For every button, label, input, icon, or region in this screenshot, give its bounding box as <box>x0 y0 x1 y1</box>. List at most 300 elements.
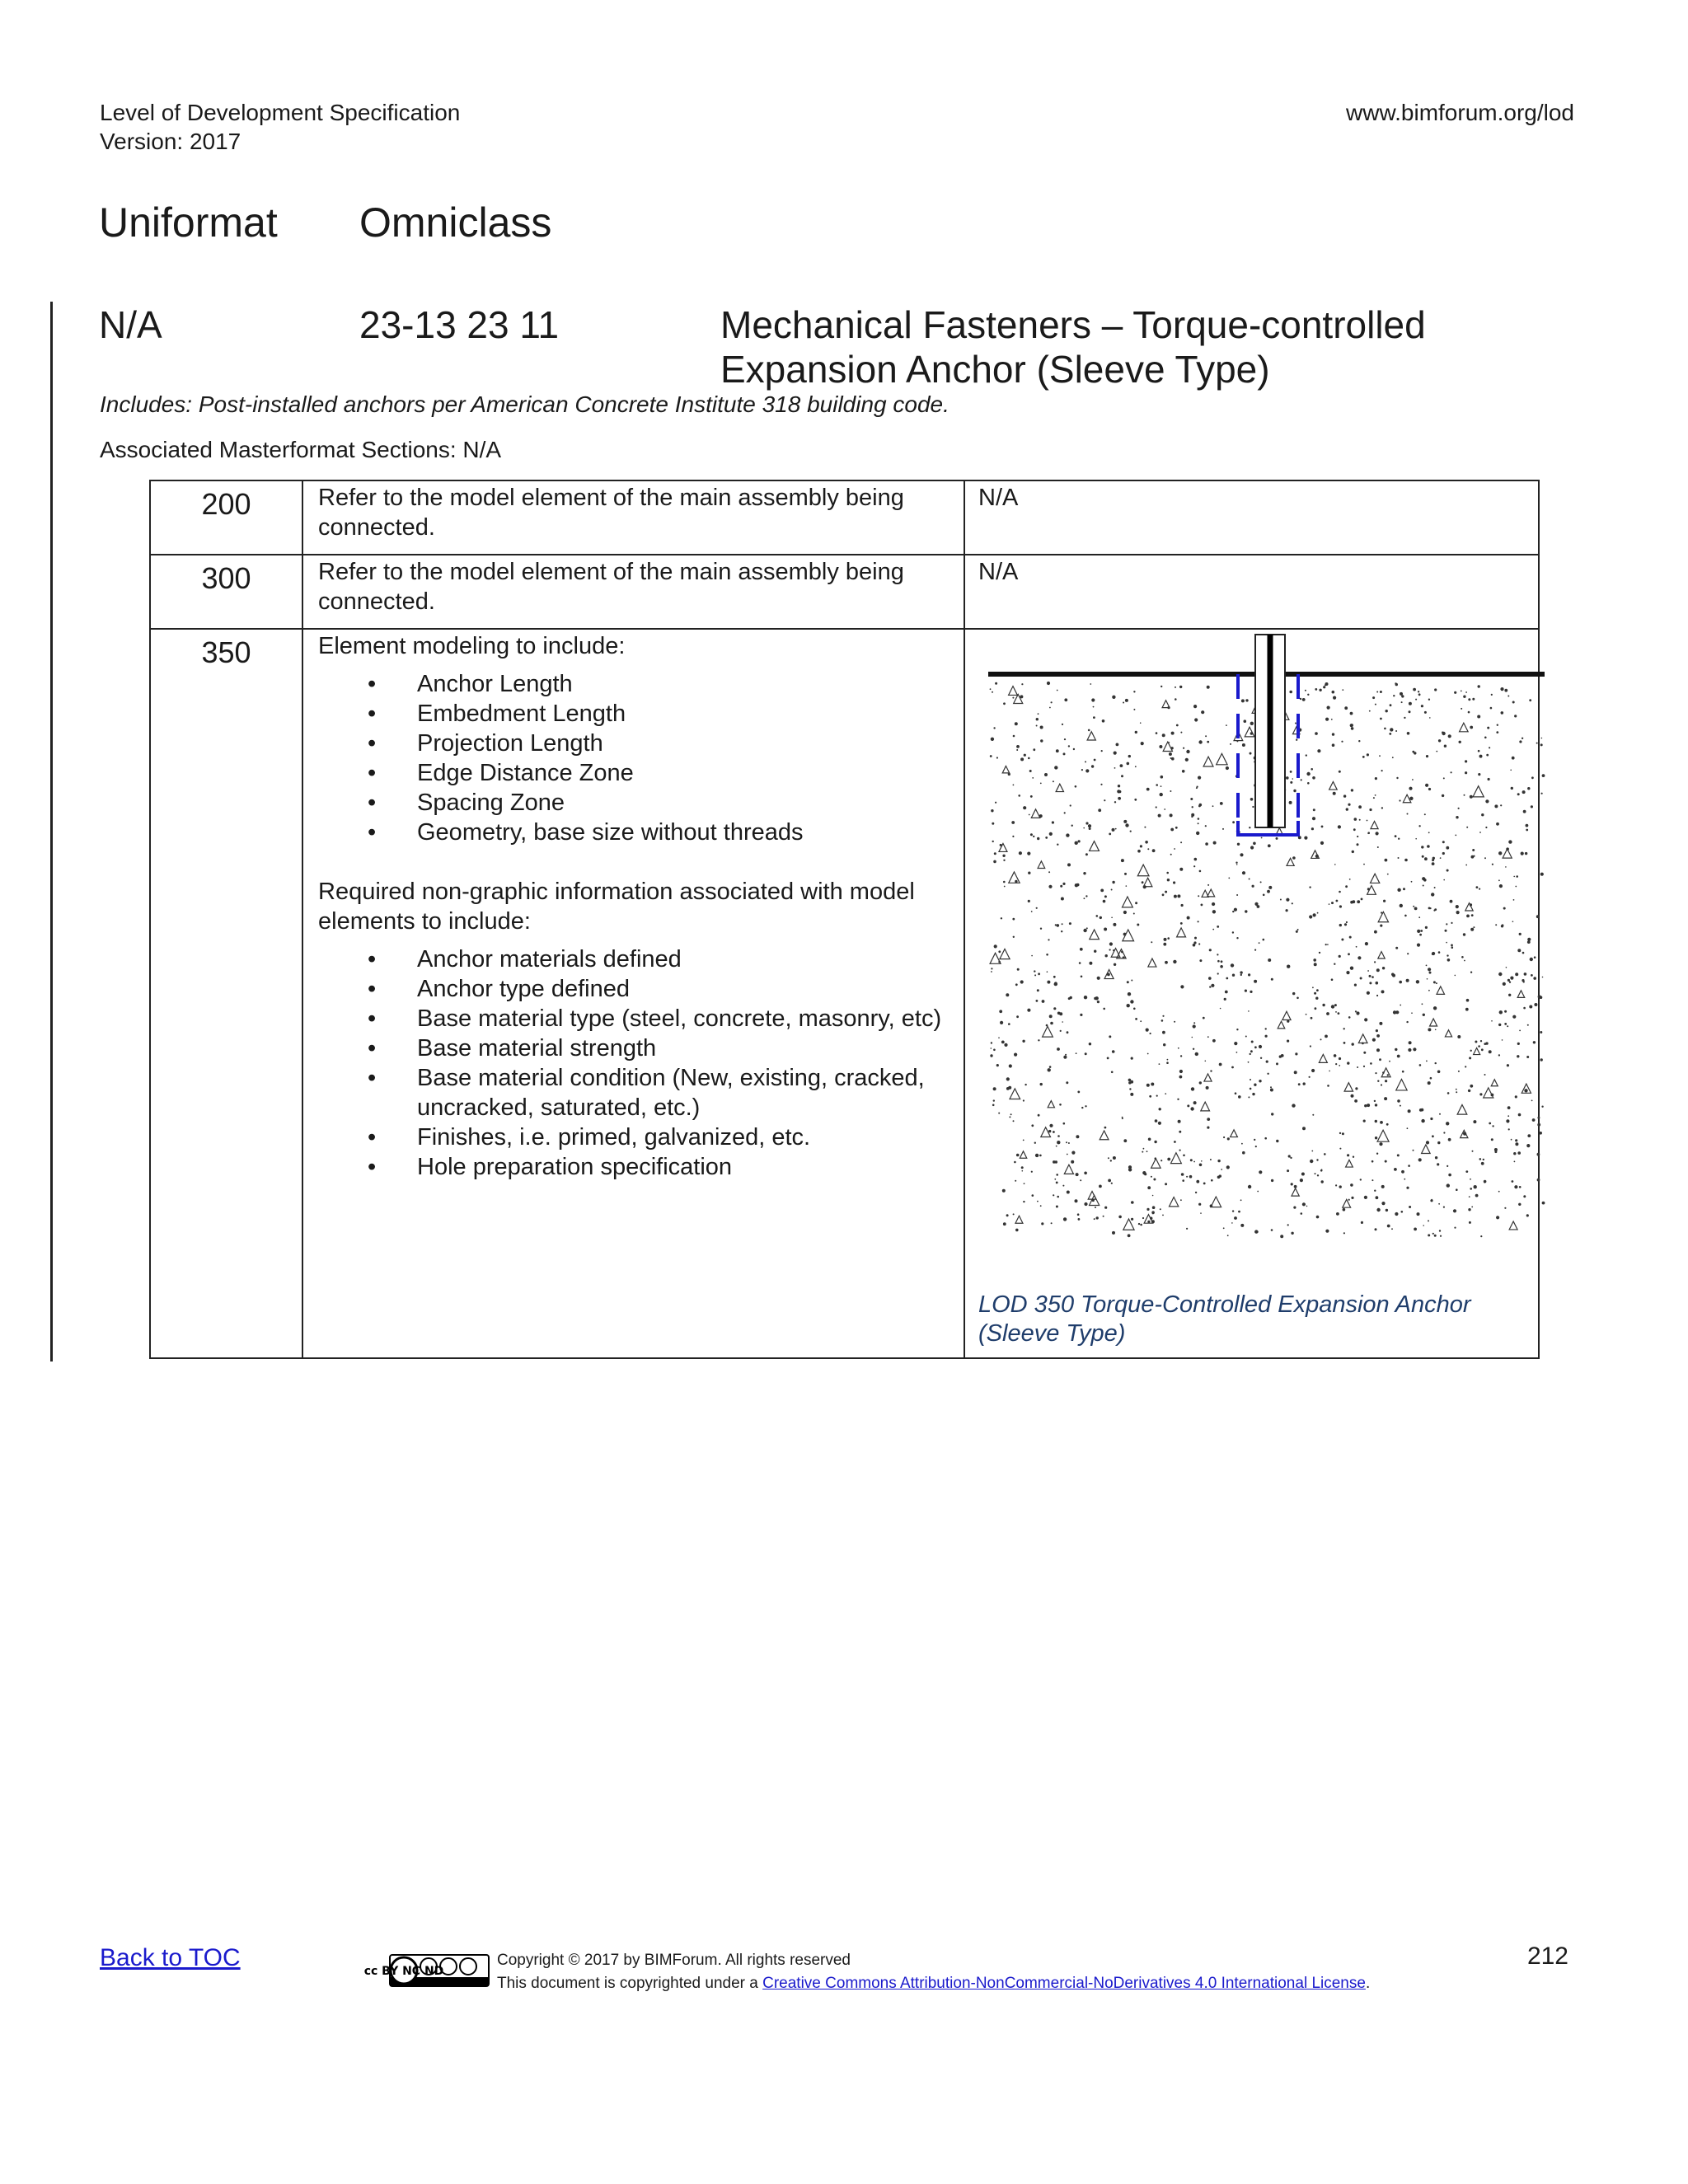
speckle <box>1180 1199 1182 1201</box>
speckle <box>1465 1066 1466 1067</box>
speckle <box>1020 757 1024 761</box>
speckle <box>1024 1183 1025 1184</box>
speckle <box>1392 974 1395 977</box>
speckle <box>1004 1043 1007 1047</box>
speckle <box>1442 852 1445 855</box>
speckle <box>1400 1005 1401 1006</box>
speckle <box>996 757 998 758</box>
speckle <box>1526 1056 1529 1058</box>
speckle <box>1447 958 1451 962</box>
speckle <box>1227 1235 1229 1236</box>
speckle <box>1496 1216 1499 1219</box>
speckle <box>1329 1071 1330 1072</box>
speckle <box>1435 1029 1437 1031</box>
speckle <box>1537 1153 1540 1156</box>
speckle <box>1428 788 1431 790</box>
speckle <box>1468 1208 1470 1211</box>
speckle <box>1380 691 1382 693</box>
speckle <box>1035 1154 1039 1157</box>
speckle <box>1367 970 1369 972</box>
speckle <box>1349 936 1352 939</box>
speckle <box>1514 715 1517 717</box>
speckle <box>1182 1179 1184 1182</box>
speckle <box>1469 1196 1470 1197</box>
speckle <box>1339 771 1341 773</box>
aggregate <box>1377 1130 1389 1141</box>
speckle <box>1022 1170 1024 1172</box>
speckle <box>1399 981 1402 984</box>
speckle <box>1309 886 1311 888</box>
speckle <box>1095 1207 1096 1208</box>
speckle <box>1100 784 1102 785</box>
aggregate <box>1460 723 1469 732</box>
speckle <box>1234 1042 1237 1045</box>
speckle <box>1465 1008 1469 1011</box>
speckle <box>1146 1029 1149 1032</box>
speckle <box>1009 1064 1012 1067</box>
speckle <box>1438 739 1441 742</box>
speckle <box>1370 1062 1372 1065</box>
speckle <box>1407 1127 1409 1129</box>
speckle <box>1415 838 1417 840</box>
speckle <box>1464 960 1465 962</box>
figure-caption: LOD 350 Torque-Controlled Expansion Anchor (Sleeve Type) <box>978 1291 1471 1347</box>
speckle <box>1169 752 1172 756</box>
speckle <box>1367 753 1369 756</box>
speckle <box>1089 1043 1091 1045</box>
speckle <box>1023 1140 1025 1141</box>
speckle <box>1111 1183 1113 1184</box>
speckle <box>1317 749 1320 752</box>
speckle <box>1164 808 1165 810</box>
speckle <box>1167 937 1170 940</box>
speckle <box>1198 895 1199 897</box>
speckle <box>1212 929 1214 930</box>
speckle <box>1338 1012 1340 1015</box>
speckle <box>1339 1065 1340 1066</box>
speckle <box>1348 1016 1351 1019</box>
element-title-line1: Mechanical Fasteners – Torque-controlled <box>720 303 1426 346</box>
speckle <box>1103 900 1106 903</box>
speckle <box>1522 952 1525 954</box>
speckle <box>1265 1028 1267 1029</box>
speckle <box>1180 841 1182 843</box>
speckle <box>1080 1179 1081 1181</box>
speckle <box>1422 1003 1423 1005</box>
speckle <box>1461 708 1462 710</box>
speckle <box>1507 1025 1508 1027</box>
speckle <box>1464 794 1465 796</box>
speckle <box>1428 699 1430 701</box>
speckle <box>1395 1048 1397 1051</box>
speckle <box>1228 878 1230 879</box>
speckle <box>1363 864 1365 865</box>
speckle <box>1194 718 1198 721</box>
speckle <box>1343 794 1346 797</box>
license-link[interactable]: Creative Commons Attribution-NonCommercial-NoDerivatives 4.0 International License <box>762 1975 1366 1992</box>
aggregate <box>1329 782 1338 790</box>
speckle <box>1353 828 1356 831</box>
aggregate <box>1319 1054 1327 1062</box>
speckle <box>1287 965 1290 968</box>
speckle <box>1054 982 1057 985</box>
speckle <box>1174 848 1175 850</box>
speckle <box>1199 1164 1203 1167</box>
speckle <box>1177 894 1180 898</box>
speckle <box>1241 699 1245 702</box>
speckle <box>1416 980 1419 983</box>
speckle <box>1430 1077 1432 1080</box>
speckle <box>1539 1132 1542 1135</box>
speckle <box>1459 741 1461 743</box>
speckle <box>1315 732 1318 735</box>
speckle <box>1376 1034 1380 1038</box>
speckle <box>1118 785 1120 787</box>
speckle <box>1432 857 1435 860</box>
speckle <box>1332 691 1335 694</box>
speckle <box>1159 1063 1160 1065</box>
speckle <box>1447 1183 1450 1187</box>
speckle <box>1211 984 1214 987</box>
speckle <box>1399 799 1400 801</box>
speckle <box>1133 691 1135 692</box>
speckle <box>1263 939 1265 941</box>
back-to-toc-link[interactable]: Back to TOC <box>100 1944 241 1971</box>
speckle <box>1468 1090 1470 1092</box>
speckle <box>1396 777 1398 779</box>
speckle <box>1292 856 1296 860</box>
speckle <box>1290 1157 1292 1159</box>
speckle <box>1104 1207 1107 1209</box>
speckle <box>1153 1179 1156 1181</box>
speckle <box>1081 769 1083 771</box>
speckle <box>1066 1081 1068 1084</box>
aggregate <box>1087 732 1095 740</box>
speckle <box>1015 983 1018 986</box>
speckle <box>1481 813 1484 816</box>
speckle <box>1424 813 1426 815</box>
speckle <box>1050 1022 1053 1025</box>
speckle <box>1158 1122 1161 1125</box>
speckle <box>1250 1050 1253 1052</box>
speckle <box>1083 827 1085 829</box>
speckle <box>1256 1230 1259 1233</box>
speckle <box>1259 1080 1261 1082</box>
speckle <box>1123 911 1127 914</box>
speckle <box>1171 757 1175 761</box>
speckle <box>1527 1134 1531 1137</box>
speckle <box>1409 710 1411 713</box>
speckle <box>1255 1146 1257 1147</box>
speckle <box>1062 1185 1064 1187</box>
speckle <box>1060 885 1062 888</box>
aggregate <box>1137 865 1149 876</box>
speckle <box>1526 1144 1530 1147</box>
speckle <box>1003 881 1006 883</box>
speckle <box>1080 948 1083 951</box>
speckle <box>1335 1011 1337 1013</box>
speckle <box>1044 773 1048 776</box>
speckle <box>1315 688 1317 691</box>
speckle <box>1407 732 1410 735</box>
speckle <box>1404 1179 1405 1180</box>
speckle <box>1048 1130 1051 1132</box>
speckle <box>1401 701 1403 703</box>
speckle <box>1316 1159 1318 1160</box>
speckle <box>1094 950 1096 953</box>
speckle <box>1327 1085 1329 1087</box>
speckle <box>1513 1152 1516 1155</box>
speckle <box>1351 789 1353 791</box>
speckle <box>1395 835 1397 837</box>
speckle <box>1507 1106 1511 1109</box>
speckle <box>1140 1224 1142 1226</box>
speckle <box>1091 765 1094 767</box>
speckle <box>993 860 996 864</box>
anchor-figure <box>978 631 1525 1291</box>
speckle <box>1443 1132 1445 1133</box>
speckle <box>1236 864 1238 865</box>
speckle <box>1059 1104 1062 1106</box>
speckle <box>1131 1218 1133 1221</box>
speckle <box>1056 1206 1058 1208</box>
speckle <box>1451 946 1454 949</box>
speckle <box>1325 1035 1328 1038</box>
speckle <box>1187 1104 1189 1107</box>
speckle <box>1226 766 1229 770</box>
speckle <box>1126 885 1128 887</box>
speckle <box>1163 943 1166 946</box>
speckle <box>1523 1195 1526 1197</box>
speckle <box>1254 1046 1257 1048</box>
speckle <box>1465 691 1467 693</box>
lod-table <box>149 480 1540 1359</box>
speckle <box>1062 1021 1063 1023</box>
speckle <box>1533 1041 1536 1043</box>
speckle <box>1324 1153 1326 1155</box>
speckle <box>1008 1023 1010 1025</box>
speckle <box>1343 1028 1345 1029</box>
speckle <box>1522 979 1524 982</box>
speckle <box>1458 1071 1460 1072</box>
speckle <box>1112 696 1115 699</box>
list-item: • Base material strength <box>417 1033 947 1063</box>
speckle <box>1067 1191 1070 1194</box>
speckle <box>1381 1185 1385 1188</box>
speckle <box>1208 977 1212 980</box>
speckle <box>1367 1104 1370 1107</box>
speckle <box>1540 1031 1542 1033</box>
speckle <box>1526 824 1529 827</box>
speckle <box>1339 1148 1341 1150</box>
speckle <box>1511 787 1513 790</box>
speckle <box>1031 955 1033 957</box>
page-number: 212 <box>1526 1943 1568 1970</box>
speckle <box>1423 885 1424 887</box>
speckle <box>1120 764 1123 767</box>
speckle <box>1015 1229 1019 1232</box>
aggregate <box>1148 958 1156 967</box>
speckle <box>1023 1201 1025 1202</box>
speckle <box>1075 1199 1078 1202</box>
speckle <box>1375 1120 1377 1122</box>
speckle <box>1212 902 1215 906</box>
speckle <box>1333 792 1336 795</box>
speckle <box>1089 827 1091 830</box>
speckle <box>1161 1019 1164 1022</box>
speckle <box>1286 776 1289 780</box>
speckle <box>1288 1155 1291 1157</box>
speckle <box>1334 963 1335 965</box>
speckle <box>1381 990 1385 993</box>
speckle <box>1236 937 1238 939</box>
speckle <box>1061 898 1064 901</box>
speckle <box>1212 805 1214 807</box>
list-item: • Projection Length <box>417 729 947 758</box>
speckle <box>1217 954 1218 955</box>
speckle <box>1237 843 1240 846</box>
speckle <box>1104 799 1105 801</box>
speckle <box>1504 1023 1507 1025</box>
speckle <box>1433 910 1435 912</box>
speckle <box>1516 875 1518 878</box>
speckle <box>1171 732 1175 735</box>
speckle <box>1480 1040 1482 1042</box>
speckle <box>1507 696 1509 697</box>
speckle <box>1426 1061 1428 1062</box>
speckle <box>1478 750 1480 752</box>
speckle <box>1033 748 1035 751</box>
speckle <box>1152 1212 1154 1214</box>
speckle <box>1003 1222 1006 1226</box>
speckle <box>1435 1156 1437 1159</box>
speckle <box>1040 783 1042 785</box>
speckle <box>1315 1173 1316 1174</box>
speckle <box>1480 1235 1482 1237</box>
speckle <box>1466 827 1468 828</box>
speckle <box>1531 776 1534 779</box>
speckle <box>1097 1001 1100 1003</box>
speckle <box>1227 1137 1230 1140</box>
speckle <box>1012 836 1014 837</box>
speckle <box>1312 817 1315 820</box>
speckle <box>1448 734 1451 738</box>
speckle <box>1443 1207 1445 1208</box>
speckle <box>1498 879 1500 881</box>
speckle <box>1051 701 1053 703</box>
speckle <box>1221 1169 1222 1170</box>
speckle <box>1406 1187 1409 1189</box>
speckle <box>1064 812 1066 813</box>
speckle <box>1123 702 1124 704</box>
speckle <box>1075 883 1078 887</box>
speckle <box>1477 715 1480 719</box>
speckle <box>1048 1068 1051 1071</box>
aggregate <box>1009 872 1020 883</box>
speckle <box>1207 1118 1210 1121</box>
speckle <box>1298 1083 1301 1085</box>
speckle <box>1444 745 1447 748</box>
speckle <box>1195 1192 1197 1193</box>
speckle <box>1374 1100 1376 1102</box>
speckle <box>1332 733 1334 735</box>
speckle <box>1254 980 1257 983</box>
speckle <box>1259 942 1260 944</box>
speckle <box>990 1054 992 1057</box>
uniformat-heading: Uniformat <box>99 199 278 246</box>
speckle <box>1003 860 1005 861</box>
speckle <box>1108 1157 1109 1159</box>
speckle <box>1056 1146 1057 1147</box>
speckle <box>1109 942 1113 945</box>
speckle <box>993 1087 996 1090</box>
speckle <box>1335 1063 1337 1065</box>
masterformat-note: Associated Masterformat Sections: N/A <box>100 437 502 462</box>
aggregate <box>1422 1145 1431 1154</box>
aggregate <box>1031 809 1040 818</box>
speckle <box>1056 749 1059 752</box>
speckle <box>1471 1207 1473 1208</box>
speckle <box>1160 793 1163 796</box>
speckle <box>1104 895 1107 898</box>
speckle <box>1350 712 1353 715</box>
aggregate <box>1122 897 1132 907</box>
speckle <box>1021 683 1023 685</box>
speckle <box>1395 682 1396 684</box>
speckle <box>1067 1031 1069 1033</box>
speckle <box>1358 740 1360 742</box>
speckle <box>1408 1109 1411 1113</box>
speckle <box>1238 1095 1241 1099</box>
speckle <box>1250 752 1252 755</box>
speckle <box>1491 1138 1493 1141</box>
speckle <box>1360 977 1362 980</box>
speckle <box>1230 743 1231 745</box>
speckle <box>1397 1055 1400 1058</box>
speckle <box>1075 841 1078 845</box>
speckle <box>1217 960 1220 963</box>
speckle <box>1152 1206 1156 1209</box>
speckle <box>1001 917 1002 919</box>
speckle <box>1131 1201 1134 1204</box>
speckle <box>1114 752 1117 755</box>
speckle <box>1077 1213 1080 1216</box>
speckle <box>1379 755 1381 757</box>
speckle <box>1383 900 1386 902</box>
speckle <box>1542 1202 1545 1205</box>
speckle <box>1250 1088 1252 1090</box>
speckle <box>1193 1024 1196 1028</box>
speckle <box>1465 771 1467 774</box>
speckle <box>1478 773 1480 776</box>
speckle <box>1133 1008 1136 1010</box>
speckle <box>995 682 997 685</box>
speckle <box>1086 927 1088 929</box>
speckle <box>1034 974 1036 976</box>
list-item: • Base material type (steel, concrete, masonry, etc) <box>417 1004 947 1033</box>
speckle <box>1162 1031 1165 1034</box>
speckle <box>1369 710 1371 712</box>
speckle <box>1325 944 1327 945</box>
speckle <box>1434 887 1436 888</box>
speckle <box>1314 992 1316 995</box>
speckle <box>1170 854 1172 855</box>
speckle <box>1012 918 1015 921</box>
speckle <box>1286 898 1289 902</box>
speckle <box>1468 711 1470 714</box>
speckle <box>1361 1221 1363 1224</box>
speckle <box>1499 1010 1503 1014</box>
